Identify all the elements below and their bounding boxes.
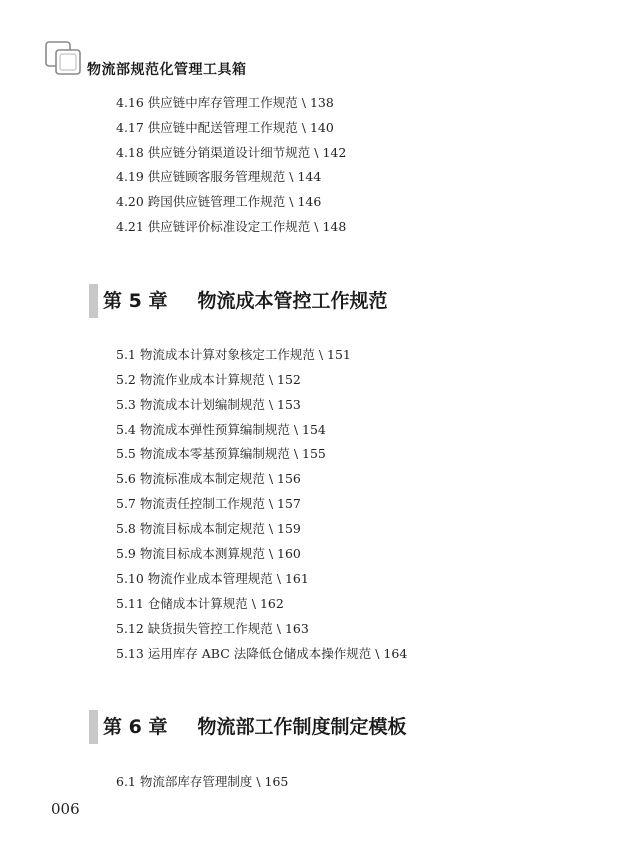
- toc-entry[interactable]: 4.17 供应链中配送管理工作规范 \ 140: [116, 120, 334, 135]
- book-logo-icon: [44, 38, 84, 78]
- chapter-label: 第 5 章: [103, 290, 168, 312]
- toc-entry[interactable]: 5.10 物流作业成本管理规范 \ 161: [116, 571, 309, 586]
- chapter-title: 物流成本管控工作规范: [197, 290, 388, 312]
- toc-entry[interactable]: 5.11 仓储成本计算规范 \ 162: [116, 596, 284, 611]
- toc-entry[interactable]: 6.1 物流部库存管理制度 \ 165: [116, 774, 289, 789]
- toc-entry[interactable]: 4.21 供应链评价标准设定工作规范 \ 148: [116, 219, 347, 234]
- toc-entry[interactable]: 5.8 物流目标成本制定规范 \ 159: [116, 521, 301, 536]
- chapter-label: 第 6 章: [103, 716, 168, 738]
- toc-entry[interactable]: 4.20 跨国供应链管理工作规范 \ 146: [116, 194, 322, 209]
- chapter-marker-bar: [89, 284, 98, 318]
- toc-entry[interactable]: 5.4 物流成本弹性预算编制规范 \ 154: [116, 422, 326, 437]
- chapter-heading-text: [103, 288, 387, 314]
- chapter-marker-bar: [89, 710, 98, 744]
- toc-entry[interactable]: 5.2 物流作业成本计算规范 \ 152: [116, 372, 301, 387]
- toc-entry[interactable]: 4.19 供应链顾客服务管理规范 \ 144: [116, 169, 322, 184]
- toc-entry[interactable]: 5.6 物流标准成本制定规范 \ 156: [116, 471, 301, 486]
- chapter-title: 物流部工作制度制定模板: [197, 716, 407, 738]
- toc-entry[interactable]: 5.1 物流成本计算对象核定工作规范 \ 151: [116, 347, 351, 362]
- page-number: 006: [51, 800, 80, 818]
- book-title: 物流部规范化管理工具箱: [87, 62, 247, 78]
- toc-entry[interactable]: 5.9 物流目标成本测算规范 \ 160: [116, 546, 301, 561]
- toc-entry[interactable]: 5.3 物流成本计划编制规范 \ 153: [116, 397, 301, 412]
- toc-entry[interactable]: 4.18 供应链分销渠道设计细节规范 \ 142: [116, 145, 347, 160]
- chapter-heading-text: [103, 714, 406, 740]
- chapter-6-heading[interactable]: [89, 710, 509, 744]
- toc-entry[interactable]: 5.7 物流责任控制工作规范 \ 157: [116, 496, 301, 511]
- chapter-5-heading[interactable]: [89, 284, 509, 318]
- toc-entry[interactable]: 4.16 供应链中库存管理工作规范 \ 138: [116, 95, 334, 110]
- toc-entry[interactable]: 5.12 缺货损失管控工作规范 \ 163: [116, 621, 309, 636]
- toc-entry[interactable]: 5.5 物流成本零基预算编制规范 \ 155: [116, 446, 326, 461]
- toc-entry[interactable]: 5.13 运用库存 ABC 法降低仓储成本操作规范 \ 164: [116, 646, 408, 661]
